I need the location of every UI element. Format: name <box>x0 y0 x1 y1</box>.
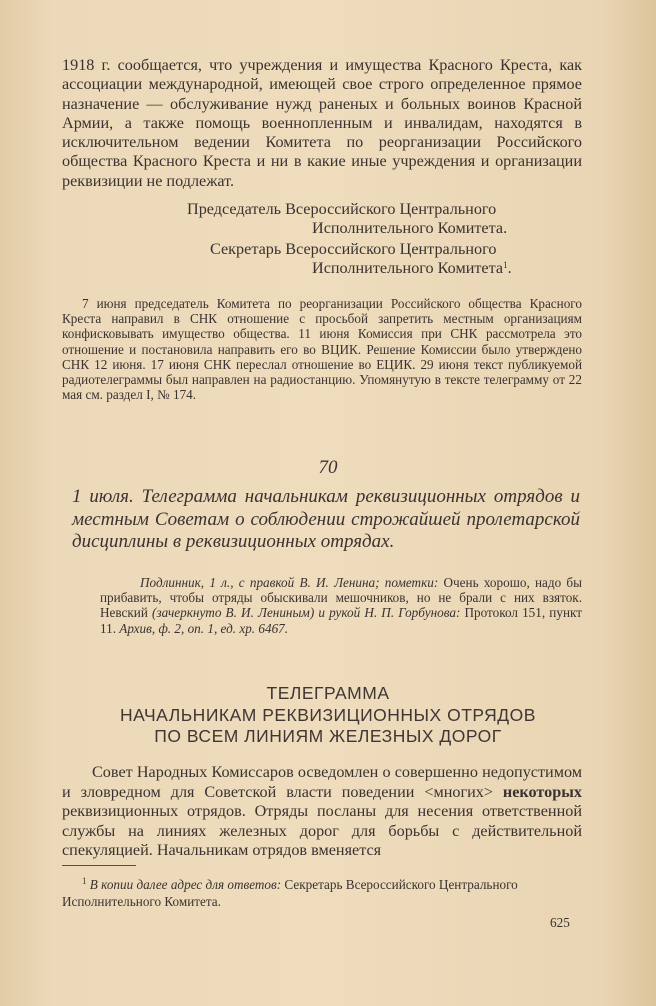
telegram-text-part2: реквизиционных отрядов. Отряды посланы для несения ответственной службы на линиях железных дорог для борьбы с действительной спекуляцией. Начальникам отрядов вменяется <box>62 802 582 859</box>
document-source <box>100 575 582 636</box>
source-part5: Архив, ф. 2, оп. 1, ед. хр. 6467. <box>119 620 289 636</box>
source-part2: Очень хорошо, надо бы прибавить, чтобы отряды обыскивали мешочников, но не брали с них взяток. Невский <box>100 575 582 621</box>
document-number: 70 <box>318 457 338 478</box>
source-part3: (зачеркнуто В. И. Лениным) и рукой Н. П. Горбунова: <box>152 605 461 621</box>
signature-secretary-end: . <box>507 259 512 277</box>
signature-chair-line2: Исполнительного Комитета. <box>312 219 508 237</box>
page-number: 625 <box>550 915 570 930</box>
body-paragraph: 1918 г. сообщается, что учреждения и имущества Красного Креста, как ассоциации международной, имеющей свое строго определенное прямое назначение — обслуживание нужд раненых и больных воинов Красной Армии, а также помощь военнопленным и инвалидам, находятся в исключительном ведении Комитета по реорганизации Российского общества Красного Креста и ни в какие иные учреждения и организации реквизиции не подлежат. <box>62 56 582 190</box>
footnote <box>62 876 582 910</box>
document-title: 1 июля. Телеграмма начальникам реквизиционных отрядов и местным Советам о соблюдении строжайшей пролетарской дисциплины в реквизиционных отрядах. <box>72 486 580 552</box>
telegram-heading-line2: НАЧАЛЬНИКАМ РЕКВИЗИЦИОННЫХ ОТРЯДОВ <box>120 705 536 725</box>
footnote-text: Секретарь Всероссийского Центрального Исполнительного Комитета. <box>62 877 518 909</box>
editorial-note: 7 июня председатель Комитета по реорганизации Российского общества Красного Креста направил в СНК отношение с просьбой запретить местным организациям конфисковывать имущество общества. 11 июня Комиссия при СНК рассмотрела это отношение и постановила направить его во ВЦИК. Решение Комиссии было утверждено СНК 12 июня. 17 июня СНК переслал отношение во ЕЦИК. 29 июня текст публикуемой радиотелеграммы был направлен на радиостанцию. Упомянутую в тексте телеграмму от 22 мая см. раздел I, № 174. <box>62 296 582 403</box>
footnote-mark: 1 <box>82 876 87 886</box>
signature-secretary-line1: Секретарь Всероссийского Центрального <box>210 240 497 258</box>
telegram-text-part1: Совет Народных Комиссаров осведомлен о совершенно недопустимом и зловредном для Советской власти поведении <box>62 763 582 801</box>
signature-secretary-text: Исполнительного Комитета <box>312 259 504 277</box>
source-part4: Протокол 151, пункт 11. <box>100 605 583 636</box>
footnote-divider <box>62 865 136 866</box>
telegram-text <box>62 763 582 861</box>
footnote-reference: 1 <box>503 260 508 270</box>
source-part1: Подлинник, 1 л., с правкой В. И. Ленина; пометки: <box>140 575 439 590</box>
signature-chair-line1: Председатель Всероссийского Центрального <box>187 200 497 218</box>
telegram-heading-line3: ПО ВСЕМ ЛИНИЯМ ЖЕЛЕЗНЫХ ДОРОГ <box>154 726 502 746</box>
footnote-italic: В копии далее адрес для ответов: <box>89 877 282 892</box>
inserted-word: некоторых <box>502 782 582 801</box>
signature-secretary-line2 <box>312 259 512 278</box>
struck-word: <многих> <box>424 782 493 801</box>
telegram-heading-line1: ТЕЛЕГРАММА <box>266 683 390 703</box>
